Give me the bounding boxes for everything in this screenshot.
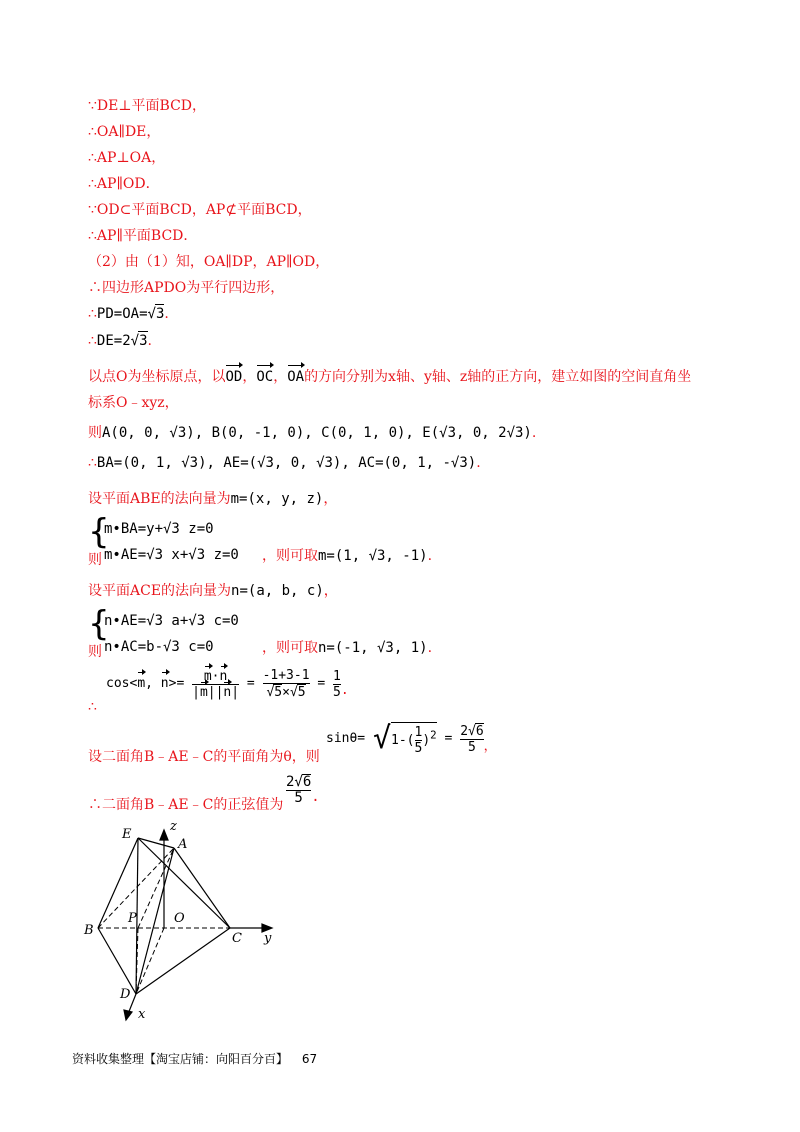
- label-A: A: [178, 837, 188, 852]
- system-m-eq1: m•BA=y+√3 z=0: [104, 521, 214, 537]
- therefore-symbol: ∴: [88, 306, 97, 322]
- solution-line-6: ∴AP∥平面BCD．: [88, 228, 198, 244]
- solution-line-5: ∵OD⊂平面BCD，AP⊄平面BCD，: [88, 202, 312, 218]
- then-label-1: 则: [88, 552, 102, 568]
- solution-line-8: ∴四边形APDO为平行四边形，: [88, 280, 285, 296]
- sine-value: $\frac{2√6}{5}$ .: [286, 774, 320, 806]
- label-y: y: [264, 931, 272, 946]
- system-m-eq2: m•AE=√3 x+√3 z=0: [104, 547, 239, 563]
- label-P: P: [128, 911, 137, 926]
- pd-oa-formula: PD=OA=: [96, 306, 148, 322]
- tetrahedron-figure: [80, 818, 290, 1028]
- left-brace-2: {: [88, 604, 110, 644]
- solution-line-3: ∴AP⊥OA，: [88, 150, 166, 166]
- solution-line-2: ∴OA∥DE，: [88, 124, 161, 140]
- m-chosen: m=(1, √3, -1): [318, 548, 428, 564]
- left-brace-1: {: [88, 512, 110, 552]
- point-coordinates: A(0, 0, √3), B(0, -1, 0), C(0, 1, 0), E(√3, 0, 2√3): [102, 425, 532, 441]
- cos-formula: cos<m, n>= $\frac{m\cdot n}{|m||n|}$ = $\frac{-1+3-1}{√5\times√5}$ = $\frac{1}{5}$ .: [106, 668, 349, 700]
- solution-line-10: ∴DE=2√3.: [88, 333, 152, 349]
- normal-vector-m: m=(x, y, z): [230, 491, 324, 507]
- system-n-eq2: n•AC=b-√3 c=0: [104, 639, 214, 655]
- take-m-line: ，则可取m=(1, √3, -1).: [262, 548, 433, 564]
- take-n-line: ，则可取n=(-1, √3, 1).: [262, 640, 433, 656]
- solution-line-12: 标系O﹣xyz，: [88, 395, 179, 411]
- solution-line-20: 设二面角B﹣AE﹣C的平面角为θ，则: [88, 749, 320, 765]
- label-z: z: [170, 819, 177, 834]
- solution-line-21: ∴二面角B﹣AE﹣C的正弦值为: [88, 797, 284, 813]
- solution-line-7: （2）由（1）知，OA∥DP，AP∥OD，: [88, 254, 330, 270]
- therefore-symbol: ∴: [88, 333, 97, 349]
- z-axis-arrow: [160, 830, 168, 840]
- solution-line-17: 设平面ACE的法向量为n=(a, b, c)，: [88, 583, 338, 599]
- solution-line-15: 设平面ABE的法向量为m=(x, y, z)，: [88, 491, 338, 507]
- label-B: B: [84, 923, 94, 938]
- x-axis-arrow: [124, 1010, 132, 1020]
- solution-line-13: 则A(0, 0, √3), B(0, -1, 0), C(0, 1, 0), E(√3, 0, 2√3).: [88, 425, 537, 441]
- solution-line-11: 以点O为坐标原点，以OD，OC，OA的方向分别为x轴、y轴、z轴的正方向，建立如图的空间直角坐: [88, 369, 692, 385]
- label-E: E: [122, 827, 132, 842]
- label-C: C: [232, 931, 242, 946]
- solution-line-1: ∵DE⊥平面BCD，: [88, 98, 207, 114]
- page-footer: [72, 1050, 317, 1067]
- n-chosen: n=(-1, √3, 1): [318, 640, 428, 656]
- de-formula: DE=2: [96, 333, 131, 349]
- label-D: D: [120, 987, 131, 1002]
- page-number: 67: [301, 1052, 318, 1066]
- therefore-cos-label: ∴: [88, 699, 97, 715]
- solution-line-4: ∴AP∥OD．: [88, 176, 160, 192]
- vector-coordinates: BA=(0, 1, √3), AE=(√3, 0, √3), AC=(0, 1, -√3): [96, 455, 477, 471]
- then-label-2: 则: [88, 644, 102, 660]
- solution-line-14: ∴BA=(0, 1, √3), AE=(√3, 0, √3), AC=(0, 1, -√3).: [88, 455, 481, 471]
- solution-line-9: ∴PD=OA=√3.: [88, 306, 169, 322]
- system-n-eq1: n•AE=√3 a+√3 c=0: [104, 613, 239, 629]
- sin-formula: sinθ= √1-( $\frac{1}{5}$ )$^2$ = $\frac{2√6}{5}$ ，: [326, 721, 497, 756]
- label-x: x: [138, 1007, 146, 1022]
- normal-vector-n: n=(a, b, c): [231, 583, 324, 599]
- footer-text: 资料收集整理【淘宝店铺：向阳百分百】: [72, 1052, 289, 1066]
- label-O: O: [174, 911, 185, 926]
